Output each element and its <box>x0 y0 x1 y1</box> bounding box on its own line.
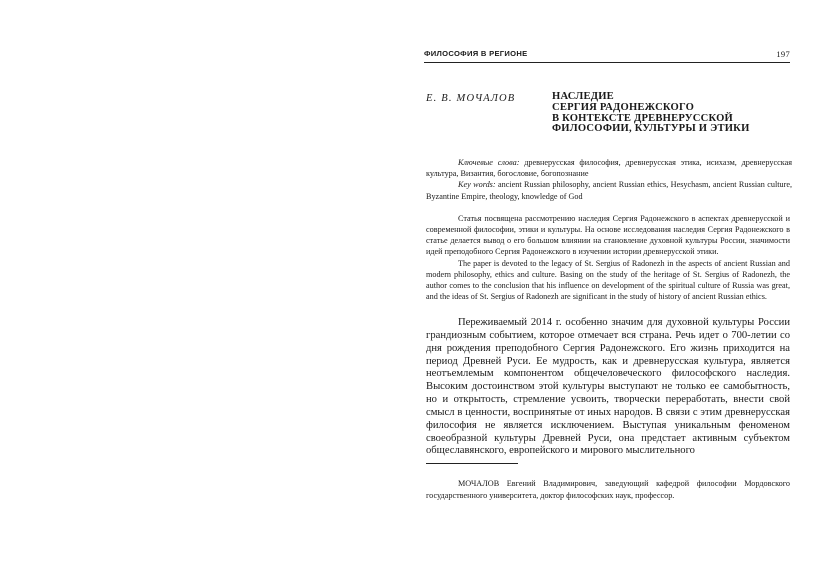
author-name: Е. В. МОЧАЛОВ <box>426 93 516 104</box>
keywords-en <box>426 179 792 201</box>
header-rule <box>424 62 790 63</box>
footnote-rule <box>426 463 518 464</box>
keywords-en-text: ancient Russian philosophy, ancient Russian ethics, Hesychasm, ancient Russian culture, Byzantine Empire, theology, knowledge of God <box>426 180 793 201</box>
footnote-text: МОЧАЛОВ Евгений Владимирович, заведующий кафедрой философии Мордовского государственного университета, доктор философских наук, профессор. <box>426 479 790 500</box>
body-paragraph: Переживаемый 2014 г. особенно значим для духовной культуры России грандиозным событием, которое отмечает вся страна. Речь идет о 700-летии со дня рождения преподобного Сергия Радонежского. Его жизнь приходится на период Древней Руси. Ее мудрость, как и древнерусская культура, является неотъемлемым компонентом общечеловеческого философского наследия. Высоким достоинством этой культуры выступают не только ее самобытность, но и открытость, стремление усвоить, творчески переработать, внести свой смысл в ценности, воспринятые от иных народов. В связи с этим древнерусская философия не является исключением. Выступая уникальным феноменом своеобразной культуры Древней Руси, она предстает активным субъектом общеславянского, европейского и мирового мыслительного <box>426 317 790 457</box>
abstract-block <box>426 213 790 302</box>
keywords-ru <box>426 157 792 179</box>
title-line: СЕРГИЯ РАДОНЕЖСКОГО <box>552 101 695 113</box>
body-text <box>426 317 790 458</box>
running-head <box>424 46 790 60</box>
keywords-ru-text: древнерусская философия, древнерусская этика, исихазм, древнерусская культура, Византия, богословие, богопознание <box>426 158 792 179</box>
title-line: В КОНТЕКСТЕ ДРЕВНЕРУССКОЙ <box>552 112 733 124</box>
section-title: ФИЛОСОФИЯ В РЕГИОНЕ <box>424 49 528 58</box>
journal-page <box>424 0 793 580</box>
abstract-en: The paper is devoted to the legacy of St. Sergius of Radonezh in the aspects of ancient Russian and modern philosophy, ethics and culture. Basing on the study of the heritage of St. Sergius of Radonezh, the author comes to the conclusion that his influence on development of the spiritual culture of Russia was great, and the ideas of St. Sergius of Radonezh are significant in the study of history of ancient Russian ethics. <box>426 258 790 302</box>
title-line: НАСЛЕДИЕ <box>552 91 614 102</box>
page-number: 197 <box>776 49 790 59</box>
keywords-en-label: Key words: <box>458 180 496 190</box>
title-line: ФИЛОСОФИИ, КУЛЬТУРЫ И ЭТИКИ <box>552 123 750 135</box>
keywords-ru-label: Ключевые слова: <box>458 158 520 167</box>
article-title <box>552 92 792 135</box>
footnote <box>426 478 790 501</box>
abstract-ru: Статья посвящена рассмотрению наследия Сергия Радонежского в аспектах древнерусской и современной философии, этики и культуры. На основе исследования наследия Сергия Радонежского в статье делается вывод о его большом влиянии на становление духовной культуры России, значимости идей преподобного Сергия Радонежского в изучении истории древнерусской этики. <box>426 214 790 257</box>
keywords-block <box>426 157 792 202</box>
